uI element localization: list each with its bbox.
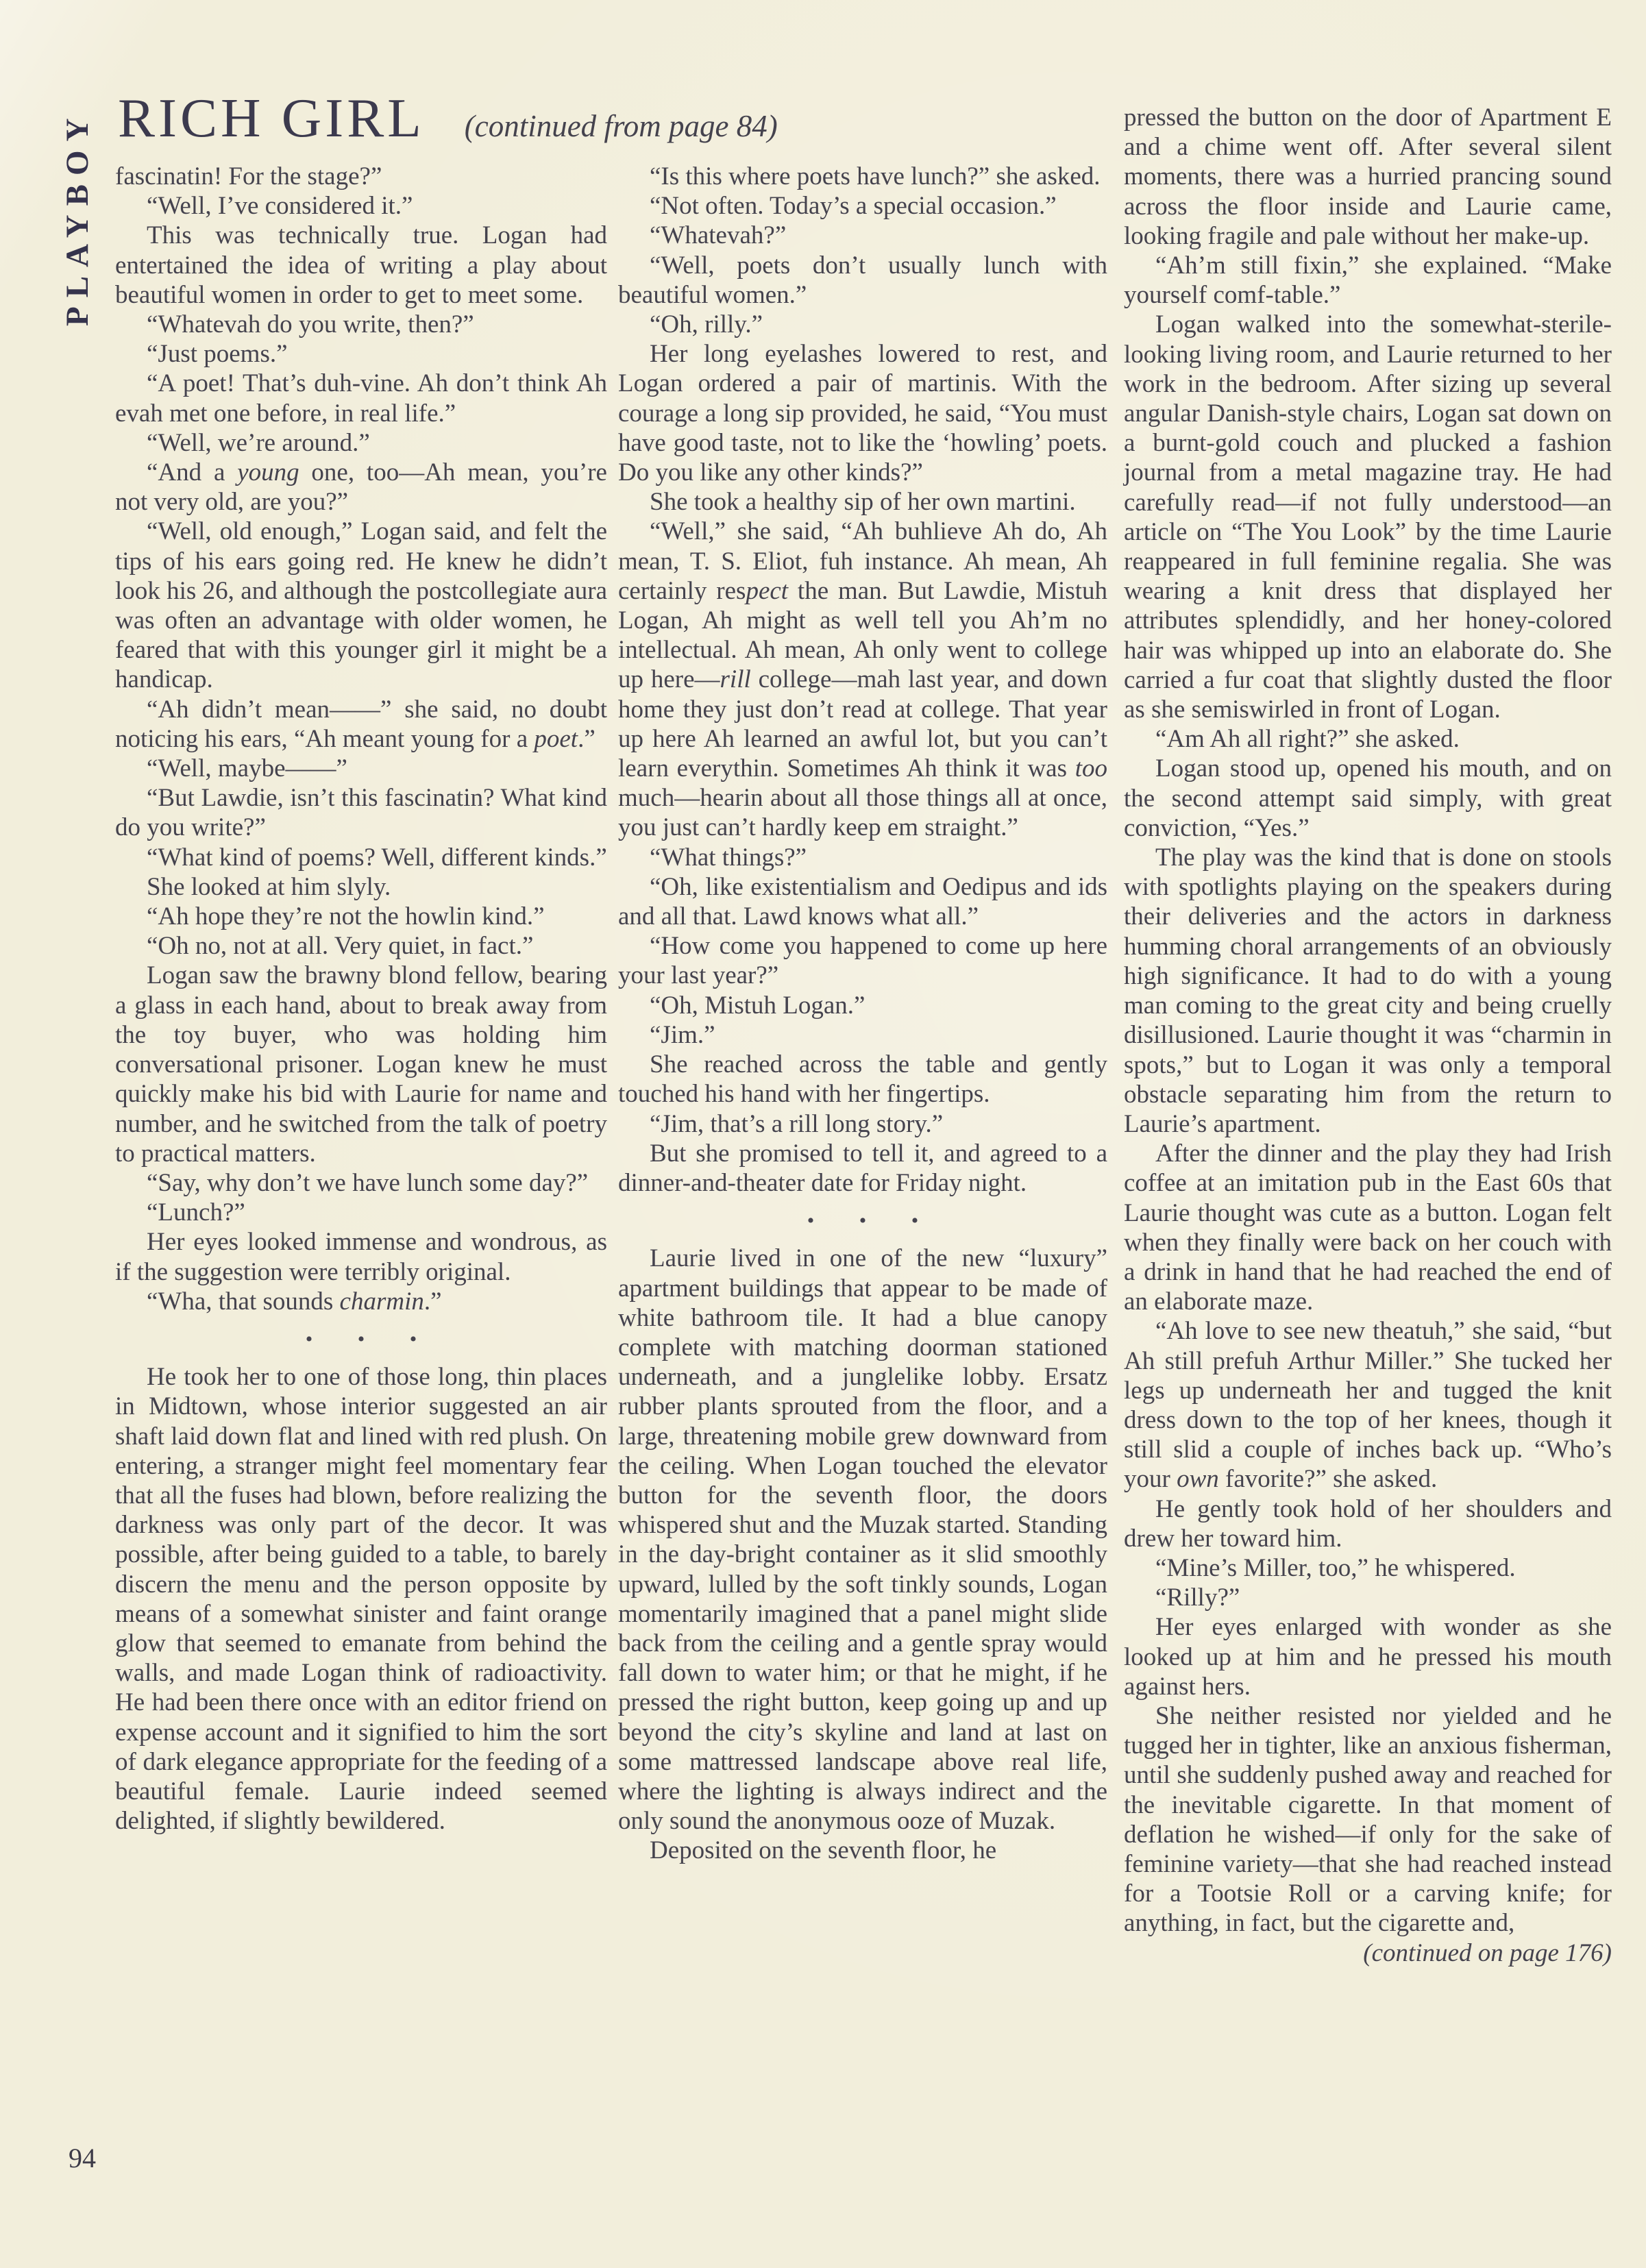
paragraph: “Well, poets don’t usually lunch with beautiful women.” — [618, 251, 1107, 309]
paragraph: “Well,” she said, “Ah buhlieve Ah do, Ah mean, T. S. Eliot, fuh instance. Ah mean, Ah certainly respect the man. But Lawdie, Mistuh Logan, Ah might as well tell you Ah’m no intellectual. Ah mean, Ah only went to college up here—rill college—mah last year, and down home they just don’t read at college. That year up here Ah learned an awful lot, but you can’t learn everythin. Sometimes Ah think it was too much—hearin about all those things all at once, you just can’t hardly keep em straight.” — [618, 517, 1107, 842]
paragraph: “Oh no, not at all. Very quiet, in fact.” — [147, 932, 534, 961]
paragraph: “Wha, that sounds charmin.” — [147, 1287, 442, 1316]
paragraph: “Well, we’re around.” — [147, 428, 370, 457]
column-1 — [115, 162, 607, 1836]
paragraph: “Oh, rilly.” — [650, 310, 763, 339]
paragraph: “Ah love to see new theatuh,” she said, “but Ah still prefuh Arthur Miller.” She tucked her legs up underneath her and tugged the knit dress down to the top of her knees, though it still slid a couple of inches back up. “Who’s your own favorite?” she asked. — [1124, 1317, 1612, 1494]
paragraph: He gently took hold of her shoulders and drew her toward him. — [1124, 1494, 1612, 1553]
paragraph: pressed the button on the door of Apartment E and a chime went off. After several silent moments, there was a hurried prancing sound across the floor inside and Laurie came, looking fragile and pale without her make-up. — [1124, 103, 1612, 250]
paragraph: “Rilly?” — [1155, 1583, 1240, 1612]
paragraph: He took her to one of those long, thin places in Midtown, whose interior suggested an air shaft laid down flat and lined with red plush. On entering, a stranger might feel momentary fear that all the fuses had blown, before realizing the darkness was only part of the decor. It was possible, after being guided to a table, to barely discern the menu and the person opposite by means of a somewhat sinister and faint orange glow that seemed to emanate from behind the walls, and made Logan think of radioactivity. He had been there once with an editor friend on expense account and it signified to him the sort of dark elegance appropriate for the feeding of a beautiful female. Laurie indeed seemed delighted, if slightly bewildered. — [115, 1363, 607, 1836]
paragraph: “A poet! That’s duh-vine. Ah don’t think Ah evah met one before, in real life.” — [115, 369, 607, 428]
paragraph: fascinatin! For the stage?” — [115, 162, 382, 190]
paragraph: “Whatevah do you write, then?” — [147, 310, 474, 339]
article-header — [118, 86, 778, 150]
paragraph: (continued on page 176) — [1363, 1938, 1612, 1967]
paragraph: “Whatevah?” — [650, 221, 787, 250]
paragraph: Her eyes enlarged with wonder as she looked up at him and he pressed his mouth against hers. — [1124, 1613, 1612, 1701]
paragraph: “Not often. Today’s a special occasion.” — [650, 192, 1057, 221]
page-number: 94 — [69, 2143, 96, 2173]
paragraph: “Mine’s Miller, too,” he whispered. — [1155, 1553, 1516, 1582]
paragraph: Logan walked into the somewhat-sterile-looking living room, and Laurie returned to her work in the bedroom. After sizing up several angular Danish-style chairs, Logan sat down on a burnt-gold couch and plucked a fashion journal from a metal magazine tray. He had carefully read—if not fully understood—an article on “The You Look” by the time Laurie reappeared in full feminine regalia. She was wearing a knit dress that displayed her attributes splendidly, and her honey-colored hair was whipped up into an elaborate do. She carried a fur coat that slightly dusted the floor as she semiswirled in front of Logan. — [1124, 310, 1612, 724]
playboy-spine-text: PLAYBOY — [60, 109, 95, 327]
paragraph: Laurie lived in one of the new “luxury” apartment buildings that appear to be made of white bathroom tile. It had a blue canopy complete with matching doorman stationed underneath, and a junglelike lobby. Ersatz rubber plants sprouted from the floor, and a large, threatening mobile grew downward from the ceiling. When Logan touched the elevator button for the seventh floor, the doors whispered shut and the Muzak started. Standing in the day-bright container as it slid smoothly upward, lulled by the soft tinkly sounds, Logan momentarily imagined that a panel might slide back from the ceiling and a gentle spray would fall down to water him; or that he might, if he pressed the right button, keep going up and up beyond the city’s skyline and land at last on some mattressed landscape above real life, where the lighting is always indirect and the only sound the anonymous ooze of Muzak. — [618, 1244, 1107, 1836]
paragraph: “What things?” — [650, 843, 807, 872]
paragraph: She took a healthy sip of her own martini. — [650, 488, 1076, 517]
paragraph: “Lunch?” — [147, 1198, 245, 1227]
paragraph: “Ah hope they’re not the howlin kind.” — [147, 902, 545, 931]
paragraph: After the dinner and the play they had Irish coffee at an imitation pub in the East 60s that Laurie thought was cute as a button. Logan felt when they finally were back on her couch with a drink in hand that he had reached the end of an elaborate maze. — [1124, 1139, 1612, 1316]
paragraph: This was technically true. Logan had entertained the idea of writing a play about beautiful women in order to get to meet some. — [115, 221, 607, 309]
column-3 — [1124, 103, 1612, 1968]
paragraph: Logan saw the brawny blond fellow, bearing a glass in each hand, about to break away from the toy buyer, who was holding him conversational prisoner. Logan knew he must quickly make his bid with Laurie for name and number, and he switched from the talk of poetry to practical matters. — [115, 961, 607, 1168]
paragraph: “Oh, like existentialism and Oedipus and ids and all that. Lawd knows what all.” — [618, 872, 1107, 931]
paragraph: She looked at him slyly. — [147, 872, 391, 901]
paragraph: Logan stood up, opened his mouth, and on the second attempt said simply, with great conviction, “Yes.” — [1124, 754, 1612, 842]
paragraph: “Ah didn’t mean——” she said, no doubt noticing his ears, “Ah meant young for a poet.” — [115, 695, 607, 753]
paragraph: “How come you happened to come up here your last year?” — [618, 932, 1107, 990]
paragraph: The play was the kind that is done on stools with spotlights playing on the speakers during their deliveries and the actors in darkness humming choral arrangements of an obviously high significance. It had to do with a young man coming to the great city and being cruelly disillusioned. Laurie thought it was “charmin in spots,” but to Logan it was only a temporal obstacle separating him from the return to Laurie’s apartment. — [1124, 843, 1612, 1138]
paragraph: “And a young one, too—Ah mean, you’re not very old, are you?” — [115, 458, 607, 517]
paragraph: “What kind of poems? Well, different kinds.” — [147, 843, 607, 872]
section-break-dinkus: • • • — [807, 1209, 919, 1233]
section-break-dinkus: • • • — [305, 1327, 417, 1351]
paragraph: Her long eyelashes lowered to rest, and Logan ordered a pair of martinis. With the courage a long sip provided, he said, “You must have good taste, not to like the ‘howling’ poets. Do you like any other kinds?” — [618, 340, 1107, 487]
paragraph: Her eyes looked immense and wondrous, as if the suggestion were terribly original. — [115, 1228, 607, 1286]
paragraph: “Say, why don’t we have lunch some day?” — [147, 1168, 589, 1197]
paragraph: “Jim.” — [650, 1020, 715, 1049]
paragraph: She reached across the table and gently touched his hand with her fingertips. — [618, 1050, 1107, 1109]
paragraph: “Well, maybe——” — [147, 754, 347, 783]
paragraph: “Well, I’ve considered it.” — [147, 192, 413, 221]
paragraph: “Am Ah all right?” she asked. — [1155, 725, 1460, 754]
paragraph: Deposited on the seventh floor, he — [650, 1836, 997, 1865]
paragraph: “But Lawdie, isn’t this fascinatin? What kind do you write?” — [115, 784, 607, 842]
article-title: RICH GIRL — [118, 87, 425, 149]
paragraph: “Ah’m still fixin,” she explained. “Make yourself comf-table.” — [1124, 251, 1612, 310]
continued-from-note: (continued from page 84) — [464, 109, 778, 143]
paragraph: “Well, old enough,” Logan said, and felt the tips of his ears going red. He knew he didn’t look his 26, and although the postcollegiate aura was often an advantage with older women, he feared that with this younger girl it might be a handicap. — [115, 517, 607, 694]
paragraph: “Oh, Mistuh Logan.” — [650, 991, 865, 1020]
column-2 — [618, 162, 1107, 1866]
paragraph: But she promised to tell it, and agreed to a dinner-and-theater date for Friday night. — [618, 1139, 1107, 1197]
paragraph: She neither resisted nor yielded and he tugged her in tighter, like an anxious fisherman, until she suddenly pushed away and reached for the inevitable cigarette. In that moment of deflation he wished—if only for the sake of feminine variety—that she had reached instead for a Tootsie Roll or a carving knife; for anything, in fact, but the cigarette and, — [1124, 1701, 1612, 1938]
paragraph: “Just poems.” — [147, 340, 288, 369]
paragraph: “Jim, that’s a rill long story.” — [650, 1109, 944, 1138]
paragraph: “Is this where poets have lunch?” she asked. — [650, 162, 1101, 190]
